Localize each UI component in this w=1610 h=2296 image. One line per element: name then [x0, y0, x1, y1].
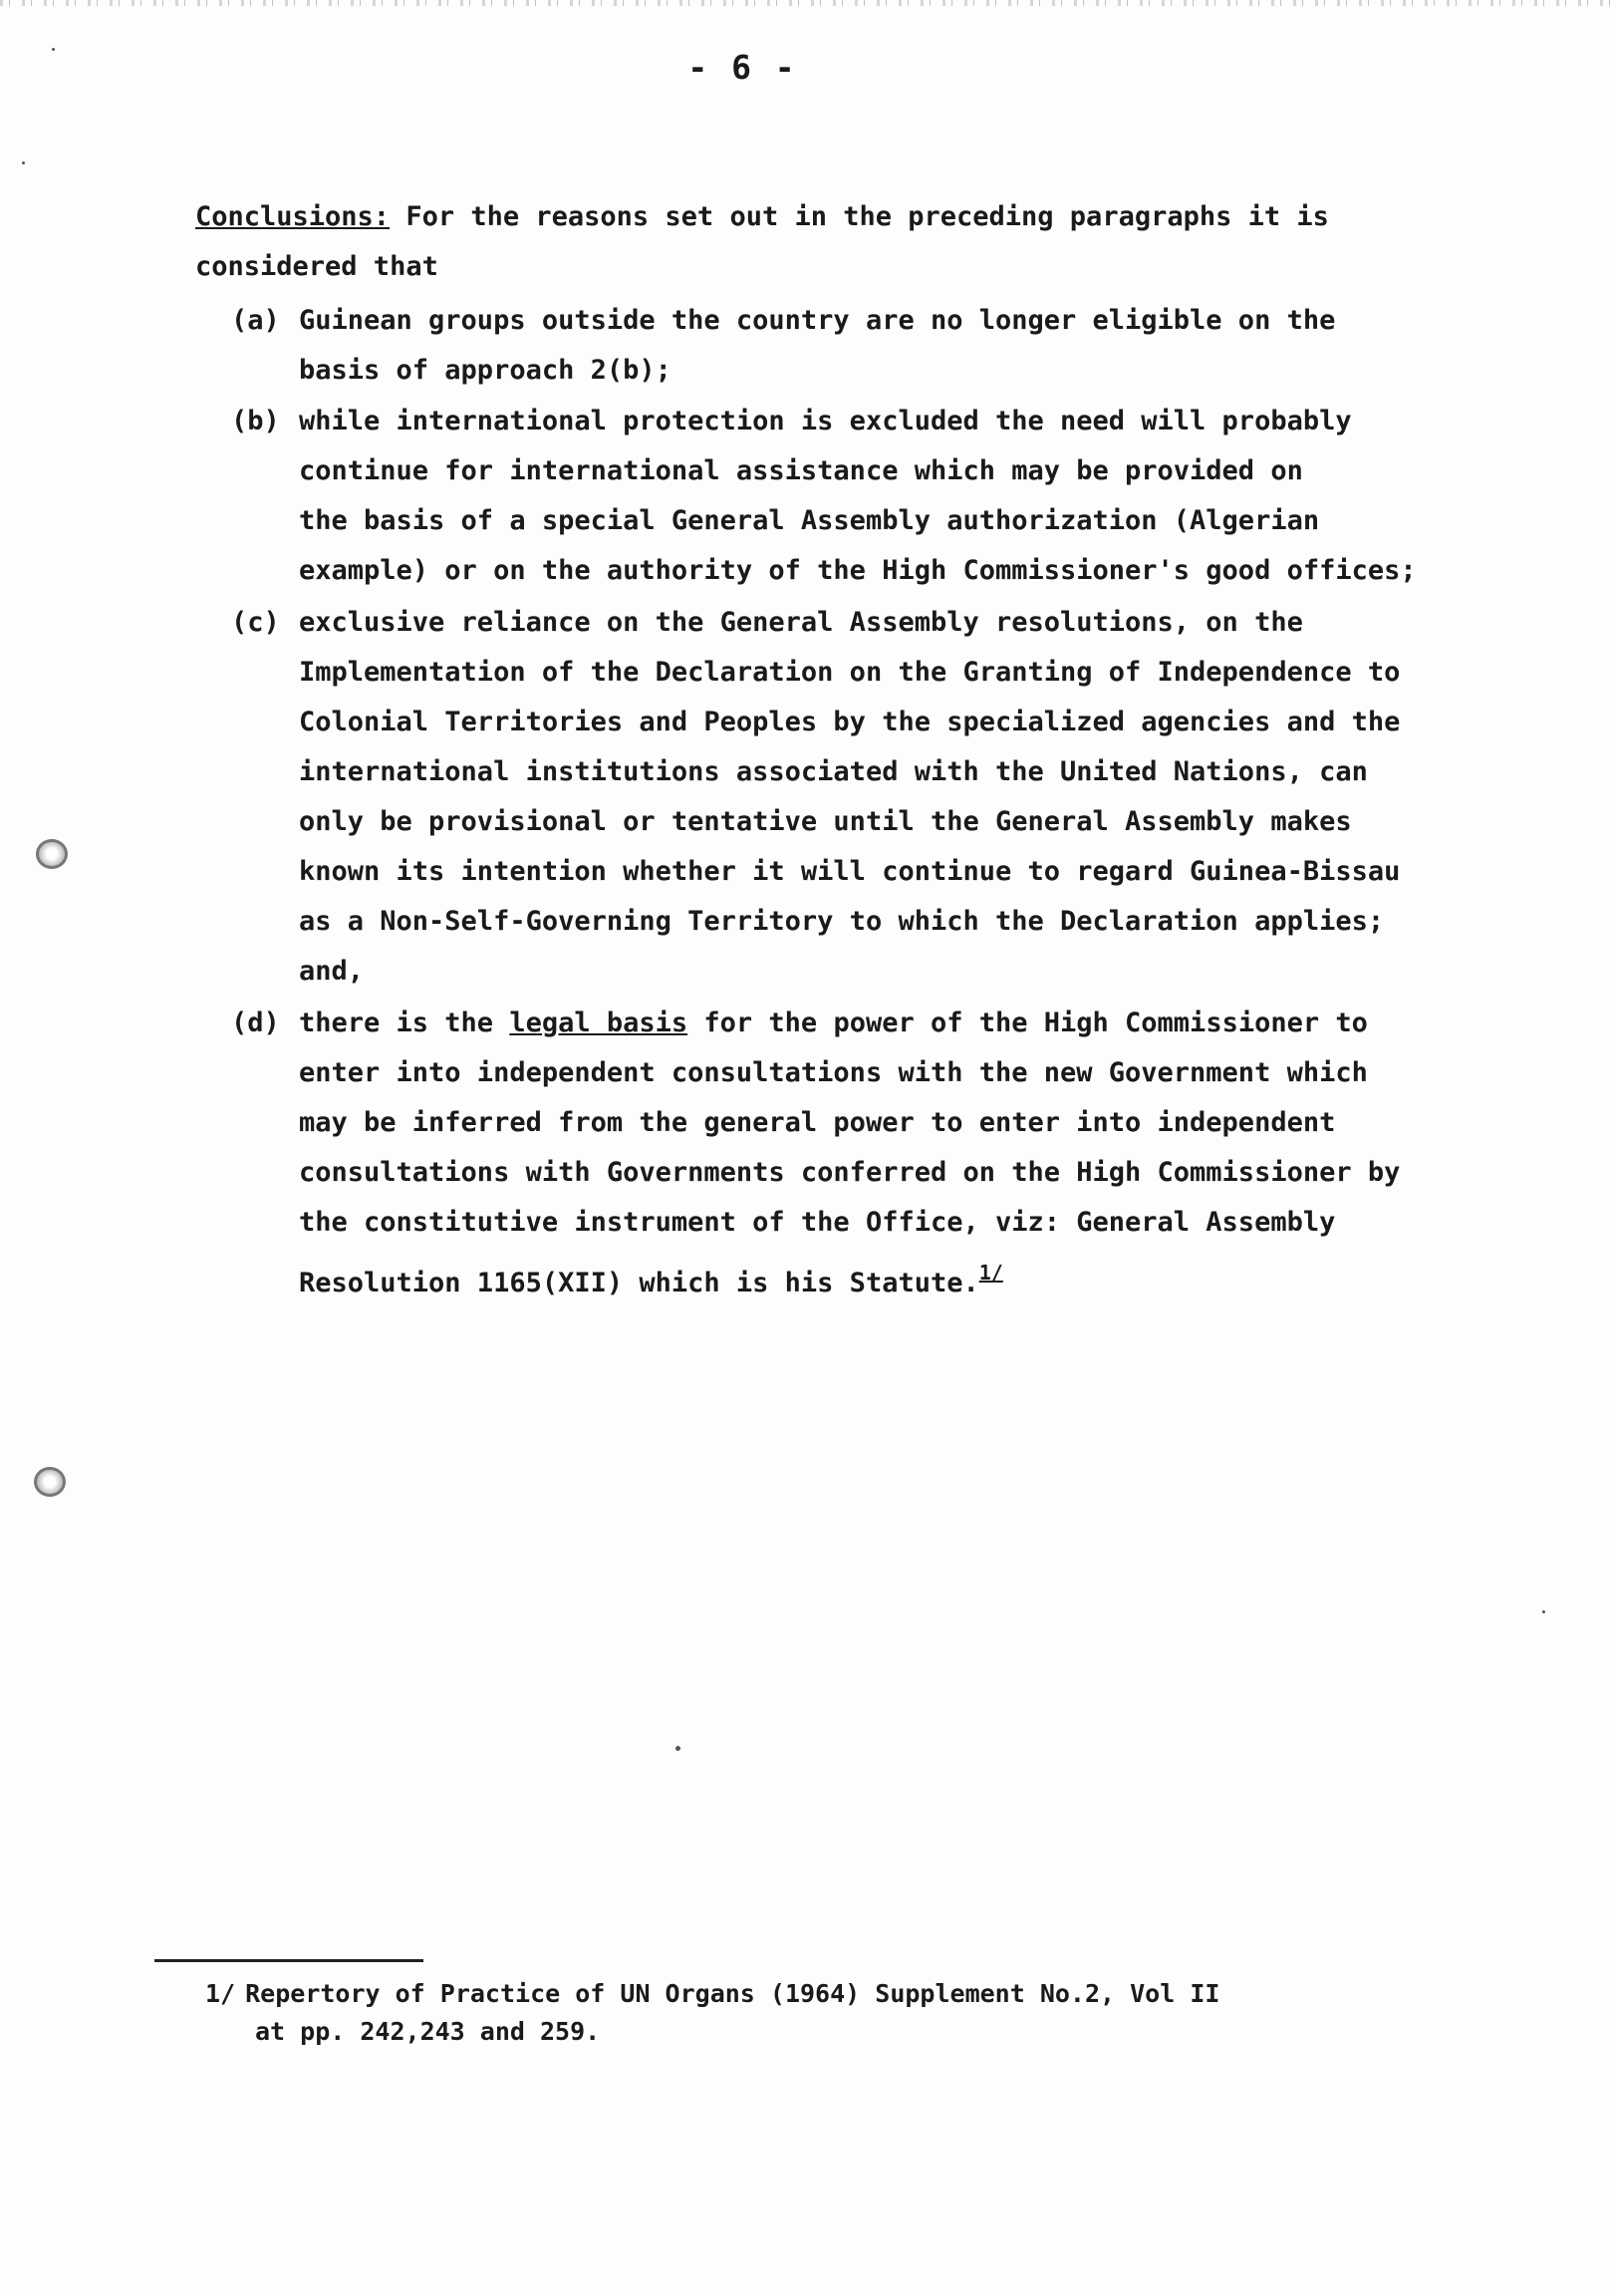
item-line: and,	[299, 956, 365, 987]
item-text	[299, 999, 1400, 1308]
item-line: while international protection is excluded the need will probably	[299, 406, 1352, 436]
item-line: as a Non-Self-Governing Territory to which the Declaration applies;	[299, 906, 1385, 937]
punch-hole-icon	[36, 839, 68, 869]
scan-speck	[1542, 1610, 1545, 1613]
intro-line-2: considered that	[195, 251, 438, 282]
scan-speck	[22, 161, 25, 164]
scan-edge-artifact	[0, 0, 1610, 6]
item-line	[299, 1248, 1400, 1308]
item-line: enter into independent consultations with the new Government which	[299, 1057, 1368, 1088]
item-line: continue for international assistance which may be provided on	[299, 455, 1303, 486]
conclusions-intro	[195, 192, 1329, 292]
item-marker: (d)	[231, 1007, 280, 1038]
item-line-segment: for the power of the High Commissioner to	[687, 1007, 1368, 1038]
item-marker: (c)	[231, 607, 280, 638]
item-text	[299, 397, 1417, 596]
footnote-divider	[154, 1959, 423, 1962]
intro-line-1	[195, 192, 1329, 242]
item-line: Implementation of the Declaration on the Granting of Independence to	[299, 657, 1401, 688]
item-line: Colonial Territories and Peoples by the specialized agencies and the	[299, 707, 1401, 737]
item-text	[299, 296, 1335, 396]
item-line-segment: there is the	[299, 1007, 510, 1038]
footnote	[205, 1975, 1219, 2051]
item-line	[299, 999, 1400, 1048]
intro-line-1-text: For the reasons set out in the preceding paragraphs it is	[390, 201, 1329, 232]
item-line: Guinean groups outside the country are no longer eligible on the	[299, 305, 1336, 336]
item-marker: (a)	[231, 305, 280, 336]
footnote-reference: 1/	[978, 1261, 1003, 1285]
item-line: example) or on the authority of the High Commissioner's good offices;	[299, 555, 1417, 586]
item-text	[299, 598, 1400, 997]
scan-speck	[675, 1746, 680, 1751]
item-line: known its intention whether it will continue to regard Guinea-Bissau	[299, 856, 1401, 887]
punch-hole-icon	[34, 1467, 66, 1497]
item-line: the constitutive instrument of the Office, viz: General Assembly	[299, 1207, 1336, 1238]
item-line: the basis of a special General Assembly authorization (Algerian	[299, 505, 1320, 536]
footnote-line-1: Repertory of Practice of UN Organs (1964) Supplement No.2, Vol II	[245, 1979, 1220, 2008]
item-line: international institutions associated with the United Nations, can	[299, 756, 1368, 787]
footnote-line-2: at pp. 242,243 and 259.	[255, 2017, 601, 2046]
scan-speck	[52, 48, 55, 51]
item-line: consultations with Governments conferred on the High Commissioner by	[299, 1157, 1401, 1188]
item-line: only be provisional or tentative until the General Assembly makes	[299, 806, 1352, 837]
item-line: may be inferred from the general power to enter into independent	[299, 1107, 1336, 1138]
item-line-segment: Resolution 1165(XII) which is his Statute.	[299, 1268, 979, 1298]
item-line: exclusive reliance on the General Assembly resolutions, on the	[299, 607, 1303, 638]
footnote-mark: 1/	[205, 1979, 236, 2008]
conclusions-heading: Conclusions:	[195, 201, 391, 232]
legal-basis-underlined: legal basis	[509, 1007, 688, 1038]
item-marker: (b)	[231, 406, 280, 436]
page-number: - 6 -	[687, 48, 797, 87]
item-line: basis of approach 2(b);	[299, 355, 671, 386]
